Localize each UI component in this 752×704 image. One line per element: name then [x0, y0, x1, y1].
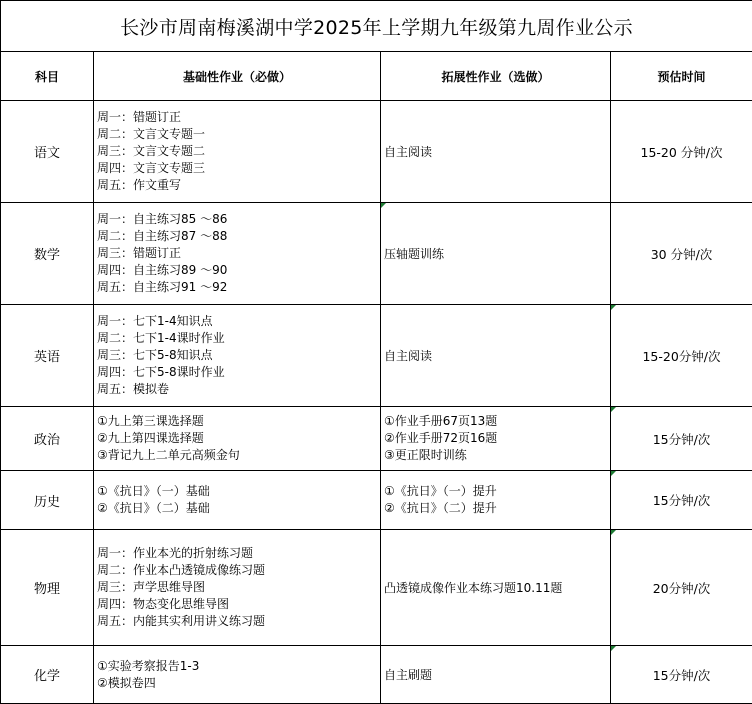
basic-homework-item: ②九上第四课选择题	[97, 431, 204, 445]
extended-homework-item: 压轴题训练	[384, 247, 445, 261]
basic-homework-item: 周三：声学思维导图	[97, 580, 206, 594]
estimated-time-text: 15分钟/次	[652, 431, 711, 447]
subject-cell: 政治	[1, 407, 94, 471]
extended-homework-cell	[381, 203, 611, 305]
basic-homework-item: 周四：七下5-8课时作业	[97, 365, 225, 379]
basic-homework-item: ①实验考察报告1-3	[97, 658, 200, 673]
basic-homework-item: 周五：自主练习91 ～92	[97, 280, 228, 294]
extended-homework-item: 凸透镜成像作业本练习题10.11题	[384, 581, 563, 595]
basic-homework-cell	[94, 305, 381, 407]
estimated-time-cell	[611, 101, 752, 203]
estimated-time-text: 15-20 分钟/次	[640, 144, 723, 160]
subject-cell: 数学	[1, 203, 94, 305]
extended-homework-item: ②《抗日》（二）提升	[384, 501, 497, 515]
extended-homework-item: 自主阅读	[384, 145, 433, 159]
extended-homework-item: 自主刷题	[384, 668, 433, 682]
table-row	[1, 407, 752, 471]
basic-homework-item: 周五：内能其实利用讲义练习题	[97, 614, 266, 628]
estimated-time-cell	[611, 305, 752, 407]
basic-homework-item: 周五：模拟卷	[97, 382, 170, 396]
cell-marker-icon	[611, 646, 616, 651]
estimated-time-text: 30 分钟/次	[650, 246, 713, 262]
basic-homework-item: 周二：文言文专题一	[97, 127, 206, 141]
extended-homework-item: ①《抗日》（一）提升	[384, 484, 497, 498]
extended-homework-cell	[381, 305, 611, 407]
estimated-time-cell	[611, 530, 752, 646]
subject-cell: 语文	[1, 101, 94, 203]
header-extended: 拓展性作业（选做）	[381, 52, 611, 101]
estimated-time-text: 15分钟/次	[652, 667, 711, 683]
estimated-time-cell	[611, 407, 752, 471]
basic-homework-cell	[94, 407, 381, 471]
extended-homework-item: ①作业手册67页13题	[384, 414, 498, 428]
basic-homework-item: ②《抗日》（二）基础	[97, 501, 210, 515]
basic-homework-item: 周四：物态变化思维导图	[97, 597, 230, 611]
extended-homework-cell	[381, 101, 611, 203]
cell-marker-icon	[611, 530, 616, 535]
basic-homework-cell	[94, 530, 381, 646]
table-row	[1, 530, 752, 646]
estimated-time-cell	[611, 646, 752, 704]
subject-cell: 历史	[1, 471, 94, 530]
basic-homework-item: 周四：自主练习89 ～90	[97, 263, 228, 277]
extended-homework-item: ②作业手册72页16题	[384, 431, 498, 445]
basic-homework-item: 周一：自主练习85 ～86	[97, 212, 228, 226]
page-title: 长沙市周南梅溪湖中学2025年上学期九年级第九周作业公示	[1, 1, 752, 52]
basic-homework-item: 周一：作业本光的折射练习题	[97, 546, 254, 560]
header-basic: 基础性作业（必做）	[94, 52, 381, 101]
cell-marker-icon	[381, 203, 386, 208]
estimated-time-cell	[611, 471, 752, 530]
basic-homework-item: 周三：七下5-8知识点	[97, 348, 213, 362]
table-row	[1, 646, 752, 704]
extended-homework-item: 自主阅读	[384, 349, 433, 363]
subject-cell: 英语	[1, 305, 94, 407]
extended-homework-cell	[381, 530, 611, 646]
table-row	[1, 203, 752, 305]
basic-homework-item: 周四：文言文专题三	[97, 161, 206, 175]
table-row	[1, 101, 752, 203]
basic-homework-cell	[94, 203, 381, 305]
basic-homework-item: ①《抗日》（一）基础	[97, 484, 210, 498]
cell-marker-icon	[611, 305, 616, 310]
cell-marker-icon	[611, 407, 616, 412]
cell-marker-icon	[611, 471, 616, 476]
table-body	[1, 101, 752, 704]
basic-homework-item: 周五：作文重写	[97, 178, 182, 192]
table-row	[1, 305, 752, 407]
table-row	[1, 471, 752, 530]
extended-homework-cell	[381, 646, 611, 704]
estimated-time-text: 20分钟/次	[652, 580, 711, 596]
basic-homework-cell	[94, 646, 381, 704]
basic-homework-item: 周二：自主练习87 ～88	[97, 229, 228, 243]
basic-homework-item: 周一：七下1-4知识点	[97, 314, 213, 328]
basic-homework-item: 周三：文言文专题二	[97, 144, 206, 158]
estimated-time-text: 15-20分钟/次	[642, 348, 721, 364]
basic-homework-item: 周三：错题订正	[97, 246, 182, 260]
estimated-time-cell	[611, 203, 752, 305]
basic-homework-cell	[94, 471, 381, 530]
basic-homework-item: ③背记九上二单元高频金句	[97, 448, 240, 462]
extended-homework-item: ③更正限时训练	[384, 448, 467, 462]
basic-homework-item: 周二：七下1-4课时作业	[97, 331, 225, 345]
subject-cell: 化学	[1, 646, 94, 704]
header-row	[1, 52, 752, 101]
basic-homework-item: ①九上第三课选择题	[97, 414, 204, 428]
basic-homework-item: 周二：作业本凸透镜成像练习题	[97, 563, 266, 577]
extended-homework-cell	[381, 471, 611, 530]
subject-cell: 物理	[1, 530, 94, 646]
title-row	[1, 1, 752, 52]
basic-homework-cell	[94, 101, 381, 203]
basic-homework-item: 周一：错题订正	[97, 110, 182, 124]
estimated-time-text: 15分钟/次	[652, 493, 711, 508]
extended-homework-cell	[381, 407, 611, 471]
header-time: 预估时间	[611, 52, 752, 101]
header-subject: 科目	[1, 52, 94, 101]
basic-homework-item: ②模拟卷四	[97, 675, 156, 690]
